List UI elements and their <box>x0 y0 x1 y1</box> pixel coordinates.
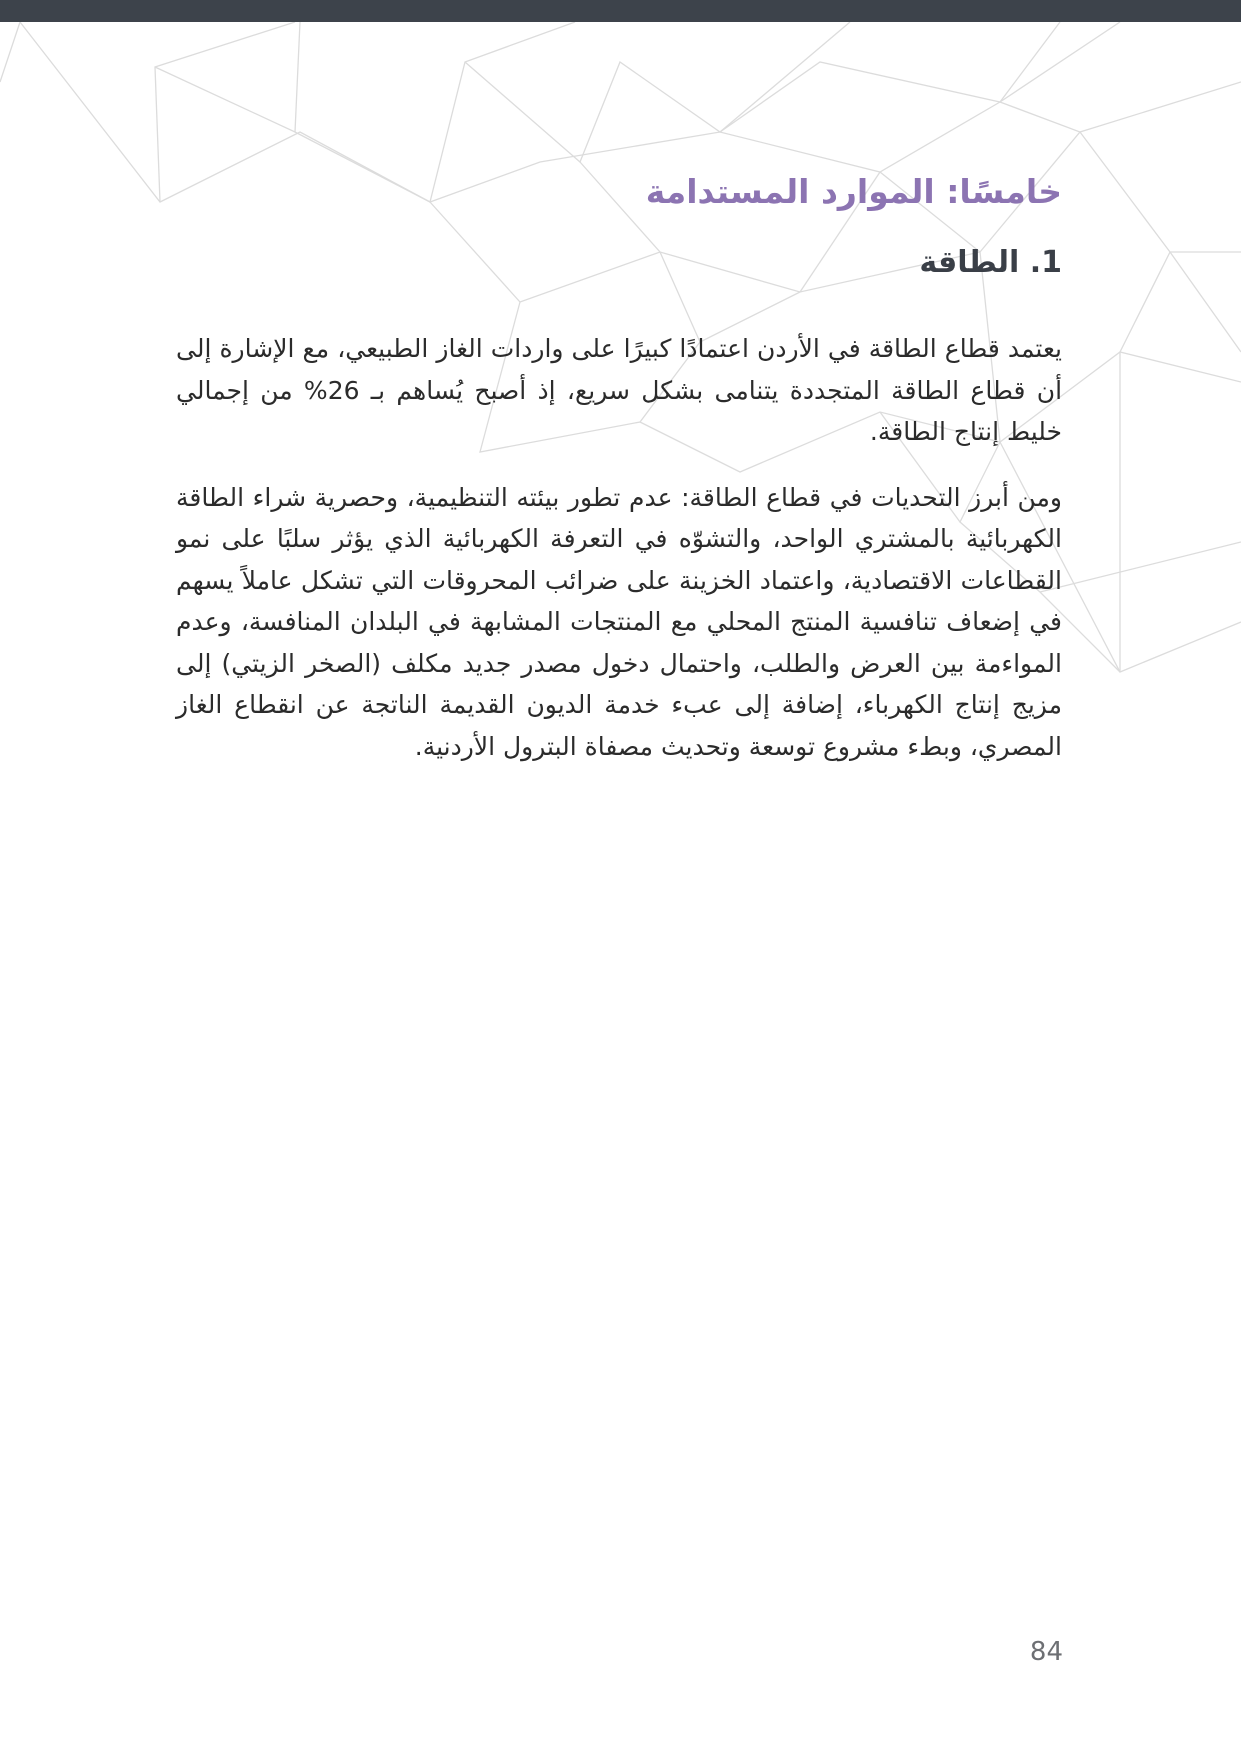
page-number: 84 <box>1029 1637 1063 1667</box>
page-content <box>176 160 1062 767</box>
top-bar <box>0 0 1241 22</box>
paragraph-energy-overview: يعتمد قطاع الطاقة في الأردن اعتمادًا كبيرًا على واردات الغاز الطبيعي، مع الإشارة إلى أن قطاع الطاقة المتجددة يتنامى بشكل سريع، إذ أصبح يُساهم بـ 26% من إجمالي خليط إنتاج الطاقة. <box>176 334 1063 446</box>
subsection-title: 1. الطاقة <box>919 245 1062 280</box>
section-title: خامسًا: الموارد المستدامة <box>645 172 1062 211</box>
paragraph-energy-challenges: ومن أبرز التحديات في قطاع الطاقة: عدم تطور بيئته التنظيمية، وحصرية شراء الطاقة الكهربائية بالمشتري الواحد، والتشوّه في التعرفة الكهربائية الذي يؤثر سلبًا على نمو القطاعات الاقتصادية، واعتماد الخزينة على ضرائب المحروقات التي تشكل عاملاً يسهم في إضعاف تنافسية المنتج المحلي مع المنتجات المشابهة في البلدان المنافسة، وعدم المواءمة بين العرض والطلب، واحتمال دخول مصدر جديد مكلف (الصخر الزيتي) إلى مزيج إنتاج الكهرباء، إضافة إلى عبء خدمة الديون القديمة الناتجة عن انقطاع الغاز المصري، وبطء مشروع توسعة وتحديث مصفاة البترول الأردنية. <box>176 482 1062 761</box>
